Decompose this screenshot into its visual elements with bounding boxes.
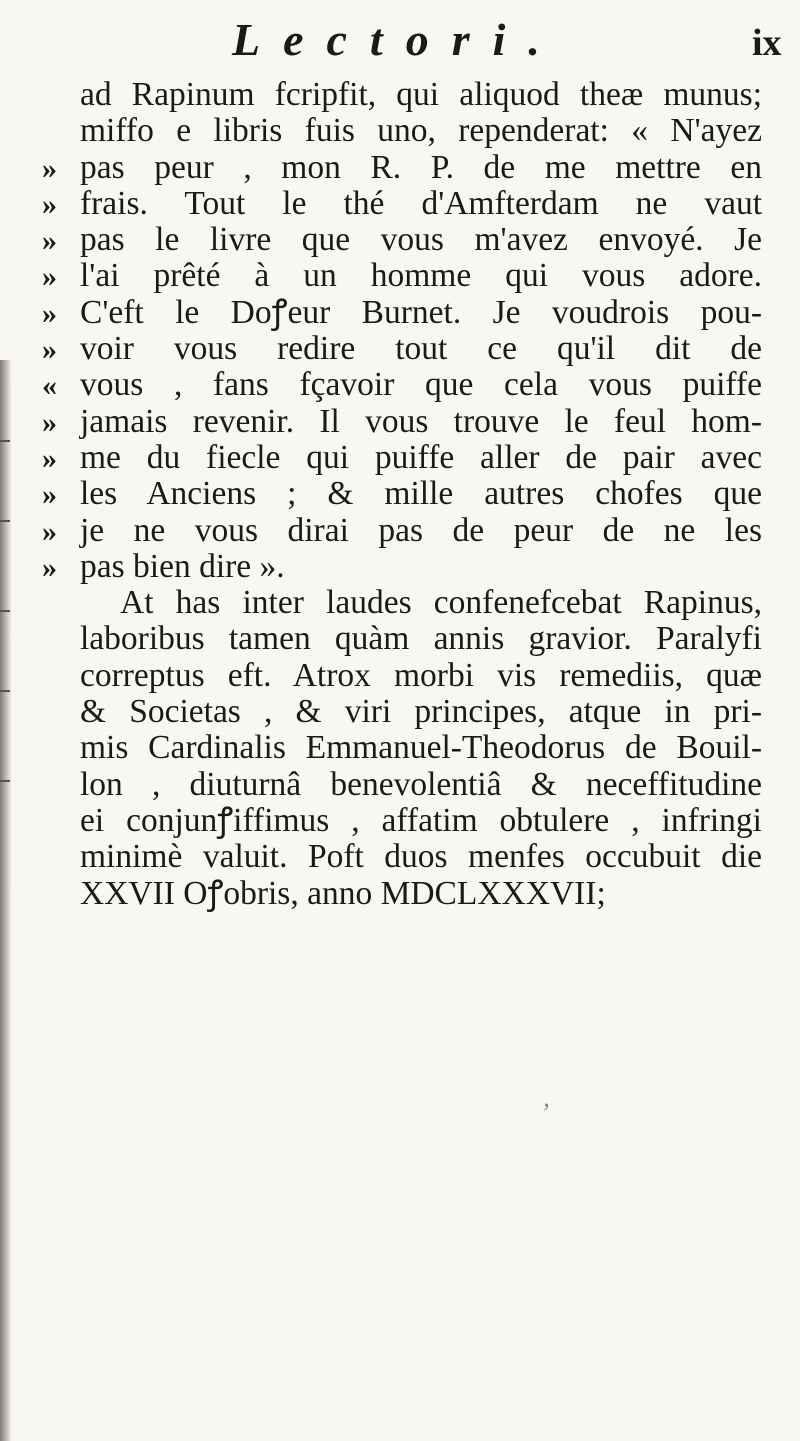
- line-text: miffo e libris fuis uno, rependerat: « N'ayez: [80, 112, 762, 150]
- quotation-mark: »: [42, 187, 57, 221]
- quotation-mark: »: [42, 296, 57, 330]
- text-line: [42, 549, 762, 585]
- line-text: laboribus tamen quàm annis gravior. Paralyfi: [80, 620, 762, 658]
- line-text: ad Rapinum fcripfit, qui aliquod theæ munus;: [80, 76, 762, 113]
- text-line: [42, 513, 762, 549]
- text-line: [42, 295, 762, 331]
- line-text: & Societas , & viri principes, atque in pri-: [80, 693, 762, 731]
- line-text: mis Cardinalis Emmanuel-Theodorus de Bouil-: [80, 729, 762, 767]
- text-line: [42, 839, 762, 875]
- text-line: [42, 694, 762, 730]
- line-text: me du fiecle qui puiffe aller de pair avec: [80, 438, 762, 476]
- page-number: ix: [752, 22, 782, 64]
- text-line: [42, 621, 762, 657]
- quotation-mark: »: [42, 441, 57, 475]
- line-text: jamais revenir. Il vous trouve le feul hom-: [80, 402, 762, 440]
- text-line: [42, 767, 762, 803]
- body-text: [42, 77, 762, 912]
- quotation-mark: »: [42, 550, 57, 584]
- quotation-mark: «: [42, 369, 57, 403]
- line-text: frais. Tout le thé d'Amfterdam ne vaut: [80, 184, 762, 222]
- paper-blemish: ʼ: [542, 1098, 551, 1127]
- gutter-mark: [0, 690, 10, 692]
- line-text: je ne vous dirai pas de peur de ne les: [80, 511, 762, 549]
- text-line: [42, 113, 762, 149]
- text-line: [42, 186, 762, 222]
- line-text: XXVII Oꝭobris, anno MDCLXXXVII;: [80, 874, 606, 912]
- text-line: [42, 367, 762, 403]
- quotation-mark: »: [42, 333, 57, 367]
- text-line: [42, 658, 762, 694]
- gutter-mark: [0, 440, 10, 442]
- line-text: vous , fans fçavoir que cela vous puiffe: [80, 366, 762, 404]
- line-text: l'ai prêté à un homme qui vous adore.: [80, 257, 762, 295]
- line-text: voir vous redire tout ce qu'il dit de: [80, 330, 762, 368]
- text-line: [42, 258, 762, 294]
- line-text: minimè valuit. Poft duos menfes occubuit die: [80, 838, 762, 876]
- quotation-mark: »: [42, 478, 57, 512]
- text-line: [42, 476, 762, 512]
- line-text: ei conjunꝭiffimus , affatim obtulere , infringi: [80, 801, 762, 839]
- text-line: [42, 331, 762, 367]
- line-text: lon , diuturnâ benevolentiâ & neceffitudine: [80, 765, 762, 803]
- gutter-mark: [0, 780, 10, 782]
- quotation-mark: »: [42, 260, 57, 294]
- gutter-mark: [0, 520, 10, 522]
- running-head: [0, 8, 800, 68]
- text-line: [42, 404, 762, 440]
- text-line: [42, 876, 762, 912]
- text-line: [42, 730, 762, 766]
- quotation-mark: »: [42, 151, 57, 185]
- line-text: At has inter laudes confenefcebat Rapinus,: [120, 584, 762, 622]
- text-line: [42, 150, 762, 186]
- text-line: [42, 77, 762, 113]
- line-text: correptus eft. Atrox morbi vis remediis, quæ: [80, 656, 762, 694]
- binding-gutter-shadow: [0, 360, 12, 1441]
- line-text: les Anciens ; & mille autres chofes que: [80, 475, 762, 513]
- quotation-mark: »: [42, 405, 57, 439]
- line-text: pas le livre que vous m'avez envoyé. Je: [80, 221, 762, 259]
- text-line: [42, 803, 762, 839]
- quotation-mark: »: [42, 224, 57, 258]
- running-title: Lectori.: [232, 14, 563, 65]
- text-line: [42, 585, 762, 621]
- gutter-mark: [0, 610, 10, 612]
- line-text: C'eft le Doꝭeur Burnet. Je voudrois pou-: [80, 293, 762, 331]
- text-line: [42, 440, 762, 476]
- quotation-mark: »: [42, 514, 57, 548]
- line-text: pas bien dire ».: [80, 547, 285, 585]
- text-line: [42, 222, 762, 258]
- line-text: pas peur , mon R. P. de me mettre en: [80, 148, 762, 186]
